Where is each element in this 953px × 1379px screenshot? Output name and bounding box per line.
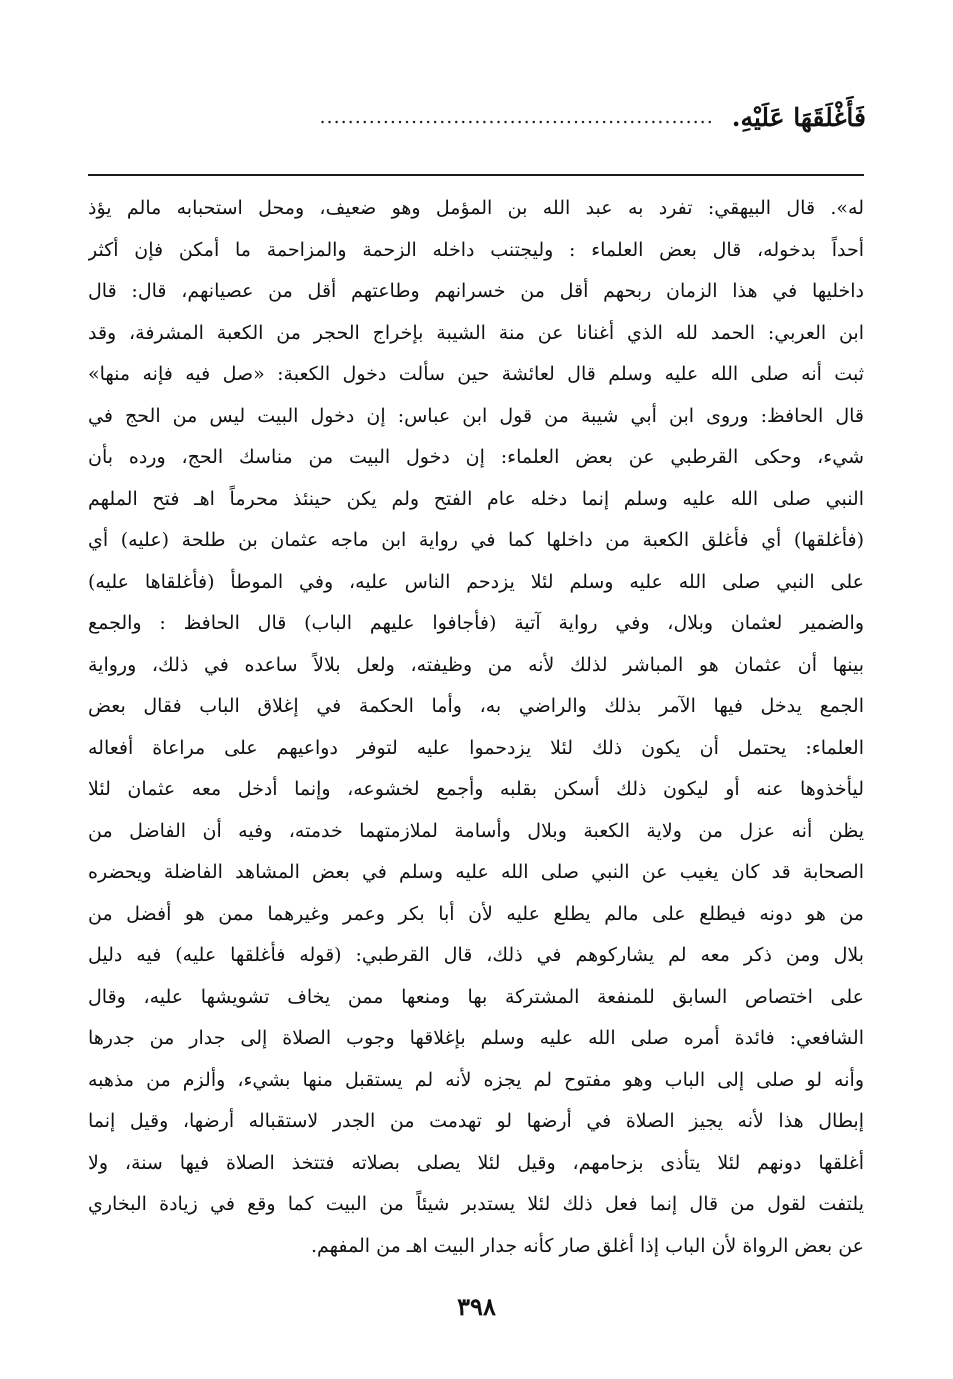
text-line: والضمير لعثمان وبلال، وفي رواية آتية (فأجافوا عليهم الباب) قال الحافظ : والجمع — [88, 612, 864, 634]
text-line: داخليها في هذا الزمان ربحهم أقل من خسرانهم وطاعتهم أقل من عصيانهم، قال: قال — [88, 280, 864, 302]
text-line: على اختصاص السابق للمنفعة المشتركة بها ومنعها ممن يخاف تشويشها عليه، وقال — [88, 985, 864, 1008]
text-line: بينها أن عثمان هو المباشر لذلك لأنه من وظيفته، ولعل بلالاً ساعده في ذلك، ورواية — [88, 653, 864, 676]
text-line: على النبي صلى الله عليه وسلم لئلا يزدحم الناس عليه، وفي الموطأ (فأغلقاها عليه) — [88, 570, 864, 593]
running-header — [86, 92, 866, 142]
text-line: وأنه لو صلى إلى الباب وهو مفتوح لم يجزه لأنه لم يستقبل منها بشيء، وألزم من مذهبه — [88, 1068, 864, 1091]
text-line: أحداً بدخوله، قال بعض العلماء : وليجتنب داخله الزحمة والمزاحمة ما أمكن فإن أكثر — [88, 238, 864, 261]
text-line: النبي صلى الله عليه وسلم إنما دخله عام الفتح ولم يكن حينئذ محرماً اهـ فتح الملهم — [88, 487, 864, 510]
text-line: الجمع يدخل فيها الآمر بذلك والراضي به، وأما الحكمة في إغلاق الباب فقال بعض — [88, 695, 864, 717]
text-line: الشافعي: فائدة أمره صلى الله عليه وسلم بإغلاقها وجوب الصلاة إلى جدار من جدرها — [88, 1027, 864, 1049]
text-line: ثبت أنه صلى الله عليه وسلم قال لعائشة حين سألت دخول الكعبة: «صل فيه فإنه منها» — [88, 363, 864, 385]
page-number: ٣٩٨ — [457, 1292, 496, 1321]
text-line: يلتفت لقول من قال إنما فعل ذلك لئلا يستدبر شيئاً من البيت كما وقع في زيادة البخاري — [88, 1193, 864, 1215]
text-line: ليأخذوها عنه أو ليكون ذلك أسكن بقلبه وأجمع لخشوعه، وإنما أدخل معه عثمان لئلا — [88, 778, 864, 800]
text-line: يظن أنه عزل من ولاية الكعبة وبلال وأسامة لملازمتهما خدمته، وفيه أن الفاضل من — [88, 819, 864, 842]
header-title: فَأَغْلَقَهَا عَلَيْهِ. — [731, 102, 866, 132]
header-dot-leader: ........................................................ — [319, 106, 714, 128]
commentary-body — [88, 188, 864, 1267]
text-line: (فأغلقها) أي فأغلق الكعبة من داخلها كما في رواية ابن ماجه عثمان بن طلحة (عليه) أي — [88, 529, 864, 551]
text-line: إبطال هذا لأنه يجيز الصلاة في أرضها لو تهدمت من الجدر لاستقباله أرضها، وقيل إنما — [88, 1110, 864, 1132]
text-line: قال الحافظ: وروى ابن أبي شيبة من قول ابن عباس: إن دخول البيت ليس من الحج في — [88, 404, 864, 427]
text-line: من هو دونه فيطلع على مالم يطلع عليه لأن أبا بكر وعمر وغيرهما ممن هو أفضل من — [88, 902, 864, 925]
text-line: ابن العربي: الحمد لله الذي أغنانا عن منة الشيبة بإخراج الحجر من الكعبة المشرفة، وقد — [88, 321, 864, 344]
text-line: العلماء: يحتمل أن يكون ذلك لئلا يزدحموا عليه لتوفر دواعيهم على مراعاة أفعاله — [88, 736, 864, 759]
text-line: الصحابة قد كان يغيب عن النبي صلى الله عليه وسلم في بعض المشاهد الفاضلة ويحضره — [88, 861, 864, 883]
text-line: شيء، وحكى القرطبي عن بعض العلماء: إن دخول البيت من مناسك الحج، ورده بأن — [88, 446, 864, 468]
text-line-last: عن بعض الرواة لأن الباب إذا أغلق صار كأنه جدار البيت اهـ من المفهم. — [310, 1234, 864, 1257]
header-divider — [88, 174, 864, 176]
text-line: له». قال البيهقي: تفرد به عبد الله بن المؤمل وهو ضعيف، ومحل استحبابه مالم يؤذ — [88, 197, 864, 219]
text-line: بلال ومن ذكر معه لم يشاركوهم في ذلك، قال القرطبي: (قوله فأغلقها عليه) فيه دليل — [88, 944, 864, 966]
text-line: أغلقها دونهم لئلا يتأذى بزحامهم، وقيل لئلا يصلى بصلاته فتتخذ الصلاة فيها سنة، ولا — [88, 1151, 864, 1174]
